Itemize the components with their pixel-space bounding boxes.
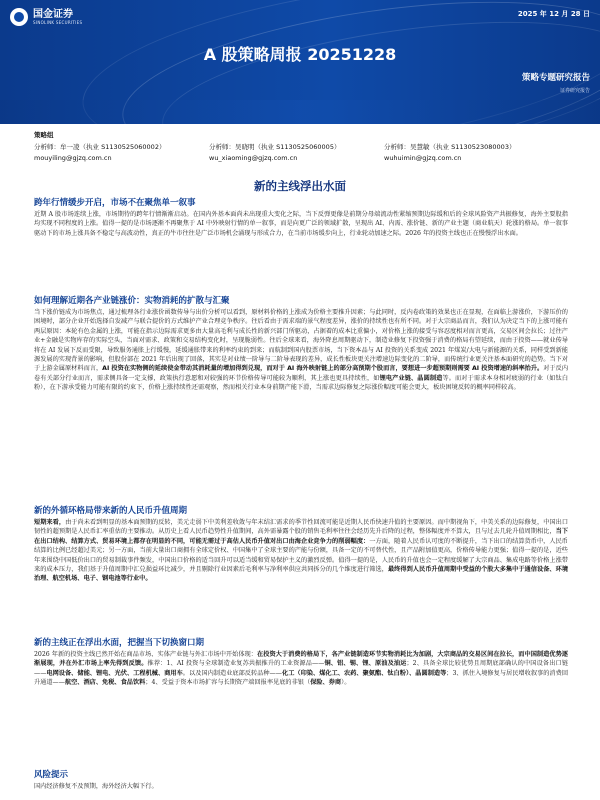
bold-text-run: 最终得到人民币升值周期中受益的个股大多集中于通信设备、环境治理、航空机场、电子、钢电池等行业中。	[34, 566, 569, 583]
section-heading: 跨年行情缓步开启，市场不在聚焦单一叙事	[34, 198, 196, 208]
bold-text-run: 铜、铝、锡、锂、原油及油运	[324, 660, 407, 668]
text-run: ）。	[341, 679, 351, 687]
analyst-email[interactable]: wuhuimin@gjzq.com.cn	[384, 154, 462, 162]
section-paragraph	[34, 782, 568, 791]
text-run: ；4、受益于资本市场扩容与长期资产端回报率见底的非银（	[145, 679, 311, 687]
analyst-email[interactable]: wu_xiaoming@gjzq.com.cn	[209, 154, 298, 162]
report-date: 2025 年 12 月 28 日	[517, 10, 590, 18]
text-run: 当下涨价链成为市场焦点，通过梳理各行业涨价函数传导与出价分析可以看到，原材料价格的上涨成为价格主要推升因素；与此同时，反内卷政策的效果也正在显现，在面临上游涨价，下游压价的困境时，部分企业开始选择自发减产与联合提价的方式维护产业合理竞争秩序。往后看由于需求端的景气程度差异，涨价的持续性也有所不同。对于大宗商品而言，我们认为决定当下的上涨可能有两层原因：本轮有色金属的上涨，可能在指示边际需求更多由大量高毛利与成长性的新兴部门所驱动，占据着的成本比重偏小，对价格上涨的接受与容忍度相对而言更高，交易区间会拉长；过往产业+金融是实物库存的实际空头，当面对需求、政策和交易结构变化时，呈现脆弱性。往后全球来看，海外降息周期驱动下，制造业修复下投资强于消费的格局有望延续，而由于投资——就业传导将在 AI 发展下反而受限，导致服务通胀上行缓慢，延缓通胀带来的利率约束的到来；而航制到国内股票市场，当下资本品与 AI 投资的关系变成 2021 年煤炭/大电与新能源的关系，同样受到新能源发展的实现背景的影响，但股份部在 2021 年后出现了回落，其实是对业绩一阶导与二阶导表现的差异，成长性板块更关注增速边际变化的二阶导，而传统行业更关注基本面研究的趋势。	[34, 309, 568, 364]
bold-text-run: 当下在出口结构、结算方式、贸易环境上都存在明显的不同，可能无需过于高估人民币升值对出口由海企业竞争力的削弱幅度：	[34, 528, 569, 545]
text-run: 2026 年新的投资主线已然开始在商品市场、实体产业链与外汇市场中开始体现：	[34, 651, 258, 658]
text-run: 等。而对于需求本身相对疲弱的行业（如钛白粉），在下游承受能力可能有限的约束下，价格上涨持续性还需观察，然而相关行业本身前期产能下滑，当需求边际修复之际涨价幅度可能会更大，板块困境反转的概率同样较高。	[34, 374, 569, 392]
bold-text-run: 航空、酒店、免税、食品饮料	[64, 679, 146, 687]
bold-text-run: 保险、券商	[310, 679, 342, 687]
report-title: A 股策略周报 20251228	[203, 45, 397, 64]
logo-icon	[10, 8, 28, 26]
analyst-block	[209, 142, 340, 164]
text-run: 对于反内卷有关部分行业而言，需求侧具备一定支撑，政策执行意愿和对较强的环节价格传导可能较为顺利，其上涨也更具持续性，如	[34, 365, 569, 382]
analyst-name: 分析师：吴慧敏（执业 S1130523080003）	[384, 143, 516, 151]
bold-text-run: 锂电产业链、晶圆制造	[379, 374, 443, 382]
text-run: 由于尚未看到明显的基本面预期的反转，美元走弱下中美利差收敛与年末结汇需求的季节性回流可能是近期人民币快速升值的主要原因。而中期视角下，中美关系的边际修复，中国出口韧性的超预期是人民币汇率重估的主要推动。从历史上看人民币趋势性升值期间，高外需暴露个股的销售毛利率往往会经历先升后降的过程，整体幅度并不算大，且与过去几轮升值周期相比，	[34, 519, 569, 536]
logo-name: 国金证券	[33, 8, 73, 20]
text-run: 推荐：1、AI 投资与全球制造业复苏共振推升的工业资源品——	[147, 660, 325, 668]
bold-text-run: 短期来看，	[34, 519, 66, 526]
section-paragraph	[34, 210, 568, 238]
bold-text-run: AI 投资在实物侧的延续使金带动其消耗量的增加得到兑现，而对于 AI 海外映射链上的部分高预期个股而言，要想进一步超预期则需要 AI 投资增速的斜率抬升。	[102, 365, 544, 373]
section-heading: 新的主线正在浮出水面，把握当下切换窗口期	[34, 638, 205, 648]
decorative-strip	[0, 100, 600, 124]
section-paragraph	[34, 650, 568, 688]
text-run: 近期 A 股市场连续上涨，市场期待的跨年行情渐渐启动。在国内外基本面尚未出现重大变化之际，当下反弹更像是前期分母端流动性紧缩预期边际缓和后的全球风险资产共振修复，海外主要股指均实现不同程度的上涨。值得一提的是市场逐渐不再聚焦于 AI 中外映射行情的单一叙事，而是向更广泛的领域扩散，呈现出 AI、内需、涨价链、新的产业主题（商业航天）轮涨的格局。单一叙事驱动下的市场上涨具备不稳定与高波动性，真正的牛市往往是广泛市场机会涌现与形成合力，在当前市场缓步向上，行业轮动加速之际。2026 年的投资主线也正在慢慢浮出水面。	[34, 211, 568, 237]
text-run: ；2、具备全球比较优势且周期底部确认的中国设备出口链——	[34, 660, 569, 677]
text-run: 当下对于上游金属原材料而言，	[34, 356, 569, 373]
text-run: 一方面，随着人民币认可度的不断提升，当下出口的结算货币中，人民币结算的比例已经超过美元；另一方面，当前大量出口商拥有全球定价权、中国集中了全球主要的产能与份额，具备一定的不可替代性，且产品附加值更高，价格传导能力更强；值得一提的是，近些年来围绕中国低价出口的贸易制裁事件频发，中国出口价格的适当回升可以适当缓和贸易保护主义的激烈反弹。值得一提的是，人民币的升值也会一定程度缓解了大宗商品、集成电路等价格上涨带来的成本压力，我们基于升值周期中汇兑损益环比减少，并且剔除行业因素后毛利率与净利率供应共同拆分的几个维度进行筛选，	[34, 537, 568, 574]
logo-english-name: SINOLINK SECURITIES	[33, 19, 83, 25]
report-header	[0, 0, 600, 124]
bold-text-run: 化工（印染、煤化工、农药、聚氨酯、钛白粉）、晶圆制造等	[281, 669, 447, 677]
section-heading: 新的外循环格局带来新的人民币升值周期	[34, 506, 188, 516]
report-subtype: 证券研究报告	[559, 88, 590, 94]
section-paragraph	[34, 518, 568, 584]
bold-text-run: 电网设备、储能、锂电、光伏、工程机械、商用车	[46, 669, 183, 677]
analyst-name: 分析师：牟一凌（执业 S1130525060002）	[34, 143, 166, 151]
section-paragraph	[34, 308, 568, 393]
text-run: ；3、抓住入境修复与居民增收叙事的消费回升通道——	[34, 669, 569, 687]
analyst-email[interactable]: mouyiling@gjzq.com.cn	[34, 154, 112, 162]
team-label: 策略组	[34, 131, 54, 139]
main-heading: 新的主线浮出水面	[254, 179, 346, 193]
bold-text-run: 在投资大于消费的格局下，各产业链制造环节实物消耗比为加剧，大宗商品的交易区间在拉长，而中国制造优势逐渐展现，并在外汇市场上率先得到反馈。	[34, 651, 568, 668]
text-run: 国内经济修复不及预期，海外经济大幅下行。	[34, 783, 158, 790]
section-heading: 如何理解近期各产业链涨价：实物消耗的扩散与汇聚	[34, 296, 230, 306]
company-logo	[10, 8, 82, 26]
section-heading: 风险提示	[34, 770, 69, 780]
report-type: 策略专题研究报告	[521, 73, 590, 83]
analyst-block	[34, 142, 165, 164]
analyst-name: 分析师：吴晓明（执业 S1130525060005）	[209, 143, 341, 151]
text-run: 。以及国内制造业底部反转品种——	[182, 669, 282, 677]
analyst-block	[384, 142, 515, 164]
